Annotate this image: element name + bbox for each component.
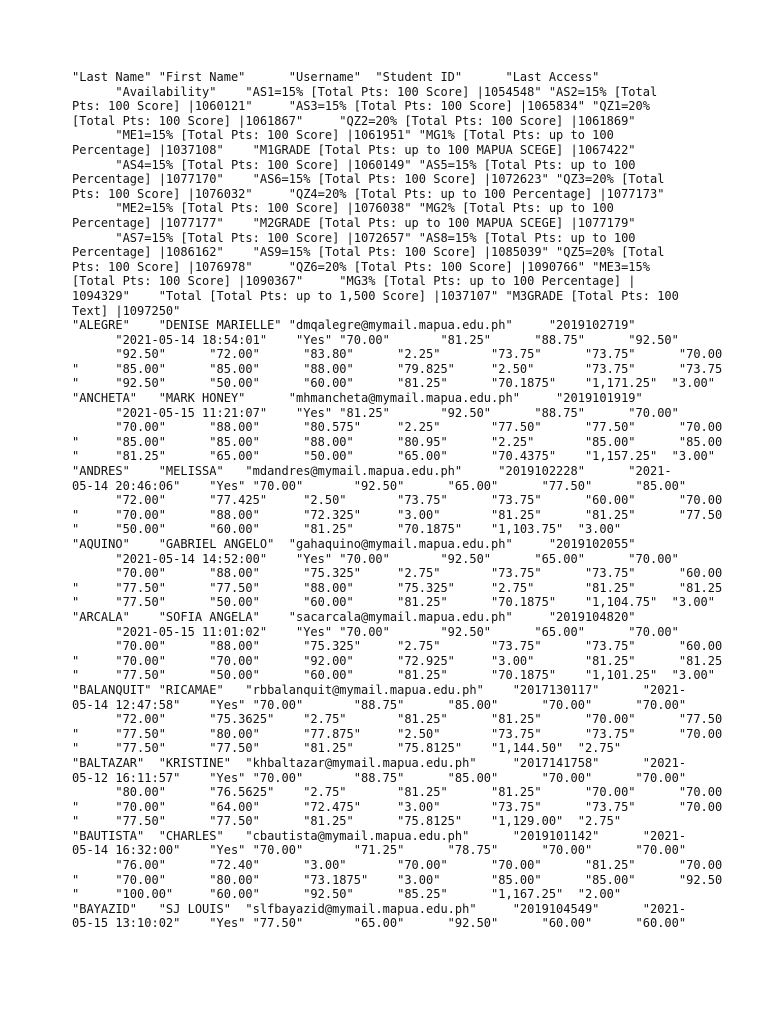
text-line: " "70.00" "64.00" "72.475" "3.00" "73.75" "73.75" "70.00 xyxy=(72,799,723,814)
text-line: Pts: 100 Score] |1076032" "QZ4=20% [Total Pts: up to 100 Percentage] |1077173" xyxy=(72,186,665,201)
text-line: " "70.00" "80.00" "73.1875" "3.00" "85.00" "85.00" "92.50 xyxy=(72,872,723,887)
text-line: "ANDRES" "MELISSA" "mdandres@mymail.mapua.edu.ph" "2019102228" "2021- xyxy=(72,464,672,479)
text-line: "BAUTISTA" "CHARLES" "cbautista@mymail.mapua.edu.ph" "2019101142" "2021- xyxy=(72,828,687,843)
text-line: "2021-05-15 11:01:02" "Yes" "70.00" "92.50" "65.00" "70.00" xyxy=(72,624,679,639)
text-line: "AS7=15% [Total Pts: 100 Score] |1072657" "AS8=15% [Total Pts: up to 100 xyxy=(72,230,636,245)
text-line: "Availability" "AS1=15% [Total Pts: 100 Score] |1054548" "AS2=15% [Total xyxy=(72,84,658,99)
text-line: " "92.50" "50.00" "60.00" "81.25" "70.1875" "1,171.25" "3.00" xyxy=(72,376,715,391)
text-line: "ME1=15% [Total Pts: 100 Score] |1061951" "MG1% [Total Pts: up to 100 xyxy=(72,128,614,143)
text-line: "72.00" "75.3625" "2.75" "81.25" "81.25" "70.00" "77.50 xyxy=(72,712,723,727)
text-line: [Total Pts: 100 Score] |1090367" "MG3% [Total Pts: up to 100 Percentage] | xyxy=(72,274,636,289)
text-line: "BAYAZID" "SJ LOUIS" "slfbayazid@mymail.mapua.edu.ph" "2019104549" "2021- xyxy=(72,901,687,916)
text-line: " "50.00" "60.00" "81.25" "70.1875" "1,103.75" "3.00" xyxy=(72,522,622,537)
text-line: 05-14 20:46:06" "Yes" "70.00" "92.50" "65.00" "77.50" "85.00" xyxy=(72,478,687,493)
text-line: "BALTAZAR" "KRISTINE" "khbaltazar@mymail.mapua.edu.ph" "2017141758" "2021- xyxy=(72,755,687,770)
text-line: "Last Name" "First Name" "Username" "Student ID" "Last Access" xyxy=(72,70,600,84)
text-line: "70.00" "88.00" "75.325" "2.75" "73.75" "73.75" "60.00 xyxy=(72,639,723,654)
text-line: Text] |1097250" xyxy=(72,303,181,318)
text-line: "AQUINO" "GABRIEL ANGELO" "gahaquino@mymail.mapua.edu.ph" "2019102055" xyxy=(72,537,636,551)
text-line: " "77.50" "50.00" "60.00" "81.25" "70.1875" "1,104.75" "3.00" xyxy=(72,595,715,610)
text-line: "72.00" "77.425" "2.50" "73.75" "73.75" "60.00" "70.00 xyxy=(72,493,723,508)
text-line: "2021-05-15 11:21:07" "Yes" "81.25" "92.50" "88.75" "70.00" xyxy=(72,405,679,420)
text-line: " "100.00" "60.00" "92.50" "85.25" "1,167.25" "2.00" xyxy=(72,887,622,902)
text-line: "80.00" "76.5625" "2.75" "81.25" "81.25" "70.00" "70.00 xyxy=(72,785,723,800)
text-line: "ALEGRE" "DENISE MARIELLE" "dmqalegre@mymail.mapua.edu.ph" "2019102719" xyxy=(72,318,636,333)
text-line: " "81.25" "65.00" "50.00" "65.00" "70.4375" "1,157.25" "3.00" xyxy=(72,449,715,464)
text-line: "76.00" "72.40" "3.00" "70.00" "70.00" "81.25" "70.00 xyxy=(72,858,723,873)
text-line: Percentage] |1077177" "M2GRADE [Total Pts: up to 100 MAPUA SCEGE] |1077179" xyxy=(72,215,636,230)
text-line: " "77.50" "80.00" "77.875" "2.50" "73.75" "73.75" "70.00 xyxy=(72,726,723,741)
text-line: " "70.00" "70.00" "92.00" "72.925" "3.00" "81.25" "81.25 xyxy=(72,653,723,668)
text-line: " "77.50" "77.50" "81.25" "75.8125" "1,129.00" "2.75" xyxy=(72,814,622,829)
document-page xyxy=(72,70,723,931)
text-line: "AS4=15% [Total Pts: 100 Score] |1060149" "AS5=15% [Total Pts: up to 100 xyxy=(72,157,636,172)
text-line: 05-14 16:32:00" "Yes" "70.00" "71.25" "78.75" "70.00" "70.00" xyxy=(72,843,687,858)
text-line: " "70.00" "88.00" "72.325" "3.00" "81.25" "81.25" "77.50 xyxy=(72,507,723,522)
text-line: "70.00" "88.00" "75.325" "2.75" "73.75" "73.75" "60.00 xyxy=(72,566,723,581)
text-line: " "77.50" "77.50" "88.00" "75.325" "2.75" "81.25" "81.25 xyxy=(72,580,723,595)
text-line: Pts: 100 Score] |1076978" "QZ6=20% [Total Pts: 100 Score] |1090766" "ME3=15% xyxy=(72,259,650,274)
text-line: "2021-05-14 18:54:01" "Yes" "70.00" "81.25" "88.75" "92.50" xyxy=(72,332,679,347)
text-line: Pts: 100 Score] |1060121" "AS3=15% [Total Pts: 100 Score] |1065834" "QZ1=20% xyxy=(72,99,650,114)
text-line: "92.50" "72.00" "83.80" "2.25" "73.75" "73.75" "70.00 xyxy=(72,347,723,362)
text-line: 1094329" "Total [Total Pts: up to 1,500 Score] |1037107" "M3GRADE [Total Pts: 100 xyxy=(72,288,679,303)
text-line: "2021-05-14 14:52:00" "Yes" "70.00" "92.50" "65.00" "70.00" xyxy=(72,551,679,566)
text-line: " "77.50" "50.00" "60.00" "81.25" "70.1875" "1,101.25" "3.00" xyxy=(72,668,715,683)
text-line: Percentage] |1037108" "M1GRADE [Total Pts: up to 100 MAPUA SCEGE] |1067422" xyxy=(72,142,636,157)
text-line: "ANCHETA" "MARK HONEY" "mhmancheta@mymail.mapua.edu.ph" "2019101919" xyxy=(72,391,643,406)
text-line: [Total Pts: 100 Score] |1061867" "QZ2=20% [Total Pts: 100 Score] |1061869" xyxy=(72,113,636,128)
text-line: " "85.00" "85.00" "88.00" "79.825" "2.50" "73.75" "73.75 xyxy=(72,361,723,376)
text-line: Percentage] |1077170" "AS6=15% [Total Pts: 100 Score] |1072623" "QZ3=20% [Total xyxy=(72,172,665,187)
text-line: " "77.50" "77.50" "81.25" "75.8125" "1,144.50" "2.75" xyxy=(72,741,622,756)
text-line: " "85.00" "85.00" "88.00" "80.95" "2.25" "85.00" "85.00 xyxy=(72,434,723,449)
text-line: 05-14 12:47:58" "Yes" "70.00" "88.75" "85.00" "70.00" "70.00" xyxy=(72,697,687,712)
text-line: "ME2=15% [Total Pts: 100 Score] |1076038" "MG2% [Total Pts: up to 100 xyxy=(72,201,614,216)
text-line: "ARCALA" "SOFIA ANGELA" "sacarcala@mymail.mapua.edu.ph" "2019104820" xyxy=(72,609,636,624)
text-line: "70.00" "88.00" "80.575" "2.25" "77.50" "77.50" "70.00 xyxy=(72,420,723,435)
text-line: 05-12 16:11:57" "Yes" "70.00" "88.75" "85.00" "70.00" "70.00" xyxy=(72,770,687,785)
text-line: "BALANQUIT" "RICAMAE" "rbbalanquit@mymail.mapua.edu.ph" "2017130117" "2021- xyxy=(72,682,687,697)
text-line: 05-15 13:10:02" "Yes" "77.50" "65.00" "92.50" "60.00" "60.00" xyxy=(72,916,687,931)
text-line: Percentage] |1086162" "AS9=15% [Total Pts: 100 Score] |1085039" "QZ5=20% [Total xyxy=(72,245,665,260)
